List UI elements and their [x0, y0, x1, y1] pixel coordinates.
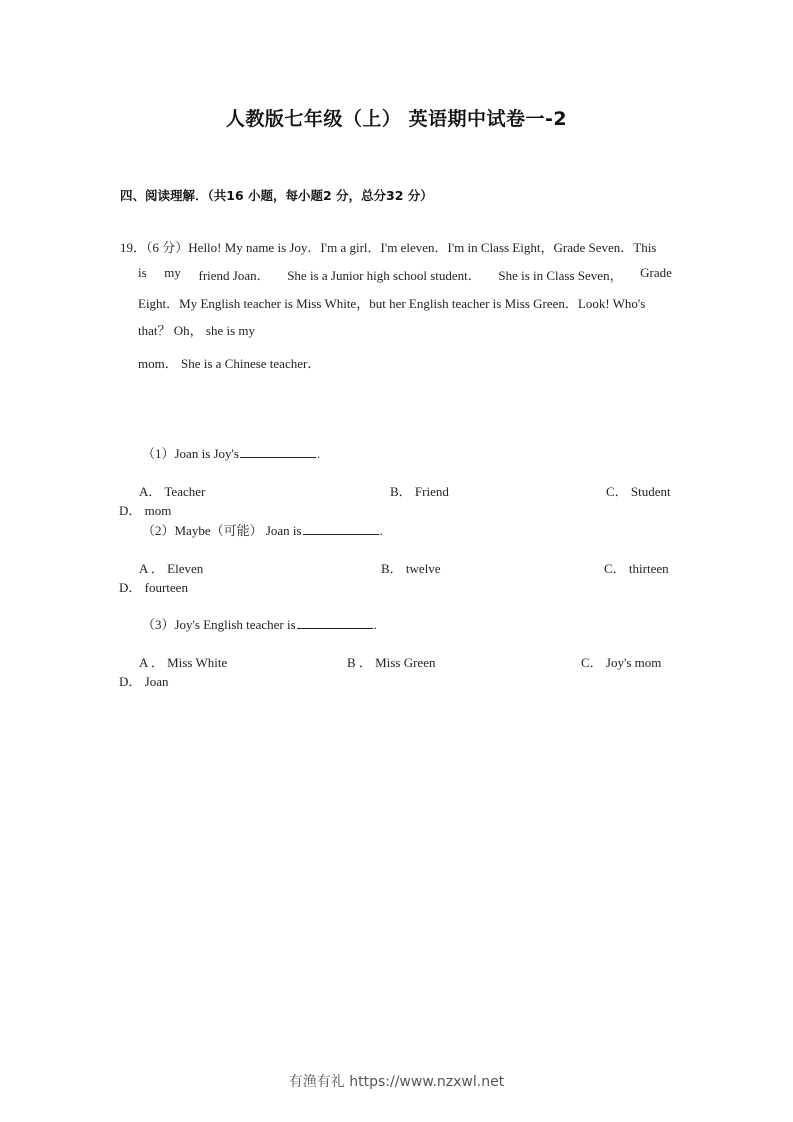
option-c: C． Joy's mom: [581, 655, 662, 670]
option-d: D． Joan: [119, 674, 169, 689]
question-points: （6 分）: [146, 240, 189, 255]
option-c: C． thirteen: [604, 561, 669, 576]
stem-end: .: [316, 446, 321, 461]
footer-watermark: 有渔有礼 https://www.nzxwl.net: [288, 1074, 505, 1090]
stem-text: （2）Maybe（可能） Joan is: [142, 523, 302, 538]
option-d: D． mom: [119, 503, 172, 518]
answer-blank: [303, 522, 379, 535]
stem-end: .: [373, 617, 377, 632]
passage-word: She is in Class Seven，: [498, 268, 623, 283]
page-title: 人教版七年级（上） 英语期中试卷一-2: [225, 108, 568, 130]
answer-blank: [240, 445, 316, 458]
passage-word: Grade: [640, 265, 672, 280]
sub-question-stem: [142, 443, 320, 462]
option-b: B． Friend: [390, 484, 449, 499]
passage-line-1: [120, 237, 672, 256]
passage-text: Hello! My name is Joy．I'm a girl．I'm eleven．I'm in Class Eight，Grade Seven．This: [188, 240, 657, 255]
answer-blank: [297, 616, 373, 629]
option-b: B ． Miss Green: [347, 655, 436, 670]
sub-question-stem: [142, 614, 377, 633]
stem-text: （1）Joan is Joy's: [142, 446, 239, 461]
option-d: D． fourteen: [119, 580, 188, 595]
passage-line-2: [138, 265, 672, 284]
option-c: C． Student: [606, 484, 671, 499]
section-heading: 四、阅读理解．（共16 小题，每小题2 分，总分32 分）: [120, 188, 433, 203]
option-a: A． Teacher: [139, 484, 206, 499]
passage-word: is: [138, 265, 147, 280]
stem-text: （3）Joy's English teacher is: [142, 617, 296, 632]
passage-line-5: mom． She is a Chinese teacher．: [138, 356, 321, 371]
option-b: B． twelve: [381, 561, 441, 576]
stem-end: .: [379, 523, 383, 538]
passage-word: She is a Junior high school student．: [287, 268, 481, 283]
option-a: A ． Eleven: [139, 561, 204, 576]
passage-line-3: Eight．My English teacher is Miss White，but her English teacher is Miss Green．Look! Who's: [138, 296, 646, 311]
option-a: A ． Miss White: [139, 655, 228, 670]
question-number: 19．: [120, 240, 147, 255]
passage-word: my: [164, 265, 181, 280]
passage-word: friend Joan．: [198, 268, 270, 283]
passage-line-4: that？ Oh， she is my: [138, 323, 255, 338]
sub-question-stem: [142, 520, 383, 539]
